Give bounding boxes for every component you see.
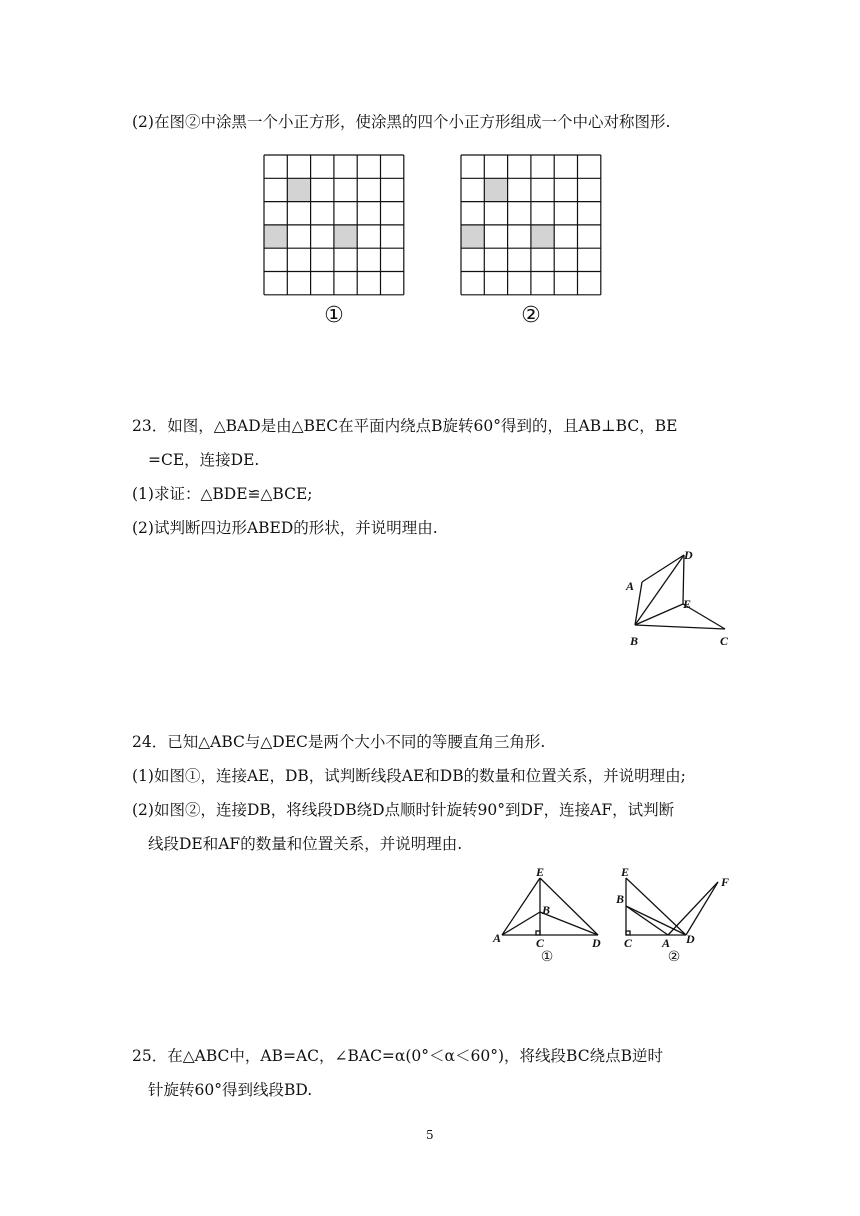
shaded-cell bbox=[287, 178, 310, 201]
grid-2 bbox=[461, 155, 601, 295]
q23-figure bbox=[610, 545, 740, 655]
grid-1 bbox=[264, 155, 404, 295]
shaded-cell bbox=[461, 225, 484, 248]
q24-fig2-label-c: C bbox=[624, 936, 633, 950]
q23-label-b: B bbox=[630, 634, 639, 648]
q23-line1: 23．如图，△BAD是由△BEC在平面内绕点B旋转60°得到的，且AB⊥BC，BE bbox=[132, 417, 678, 435]
shaded-cell bbox=[264, 225, 287, 248]
q23-label-e: E bbox=[683, 597, 692, 611]
shaded-cell bbox=[531, 225, 554, 248]
q24-part2-line1: (2)如图②，连接DB，将线段DB绕D点顺时针旋转90°到DF，连接AF，试判断 bbox=[132, 801, 675, 819]
q25-line2: 针旋转60°得到线段BD. bbox=[148, 1081, 313, 1099]
q24-fig2-label-d: D bbox=[686, 932, 695, 946]
q24-fig1-label-b: B bbox=[542, 903, 551, 917]
q22-part2: (2)在图②中涂黑一个小正方形，使涂黑的四个小正方形组成一个中心对称图形. bbox=[132, 113, 671, 131]
q23-label-c: C bbox=[720, 634, 729, 648]
shaded-cell bbox=[334, 225, 357, 248]
grid-figures bbox=[0, 0, 860, 340]
q24-fig1-label-d: D bbox=[592, 936, 601, 950]
q24-fig2-label-f: F bbox=[721, 875, 730, 889]
q23-label-d: D bbox=[684, 548, 693, 562]
q24-fig2-label-a: A bbox=[662, 936, 671, 950]
q23-part1: (1)求证：△BDE≌△BCE; bbox=[132, 485, 313, 503]
q24-fig1-label-a: A bbox=[493, 931, 502, 945]
q23-line2: =CE，连接DE. bbox=[148, 451, 260, 469]
q25-line1: 25．在△ABC中，AB=AC，∠BAC=α(0°＜α＜60°)，将线段BC绕点B逆时 bbox=[132, 1047, 663, 1065]
q24-fig1-label-e: E bbox=[536, 865, 545, 879]
q24-fig1-number: ① bbox=[540, 949, 554, 965]
q23-part2: (2)试判断四边形ABED的形状，并说明理由. bbox=[132, 519, 438, 537]
q23-label-a: A bbox=[626, 579, 635, 593]
q24-figures bbox=[485, 860, 745, 970]
q24-fig1-label-c: C bbox=[536, 936, 545, 950]
grid-2-label: ② bbox=[521, 303, 541, 328]
q24-fig2-label-e: E bbox=[621, 865, 630, 879]
page-number: 5 bbox=[426, 1128, 434, 1142]
q24-stem: 24．已知△ABC与△DEC是两个大小不同的等腰直角三角形. bbox=[132, 733, 546, 751]
q24-fig2-number: ② bbox=[667, 949, 681, 965]
q24-fig2-label-b: B bbox=[616, 892, 625, 906]
grid-1-label: ① bbox=[324, 303, 344, 328]
q24-part1: (1)如图①，连接AE，DB，试判断线段AE和DB的数量和位置关系，并说明理由; bbox=[132, 767, 686, 785]
shaded-cell bbox=[484, 178, 507, 201]
q24-part2-line2: 线段DE和AF的数量和位置关系，并说明理由. bbox=[148, 835, 463, 853]
